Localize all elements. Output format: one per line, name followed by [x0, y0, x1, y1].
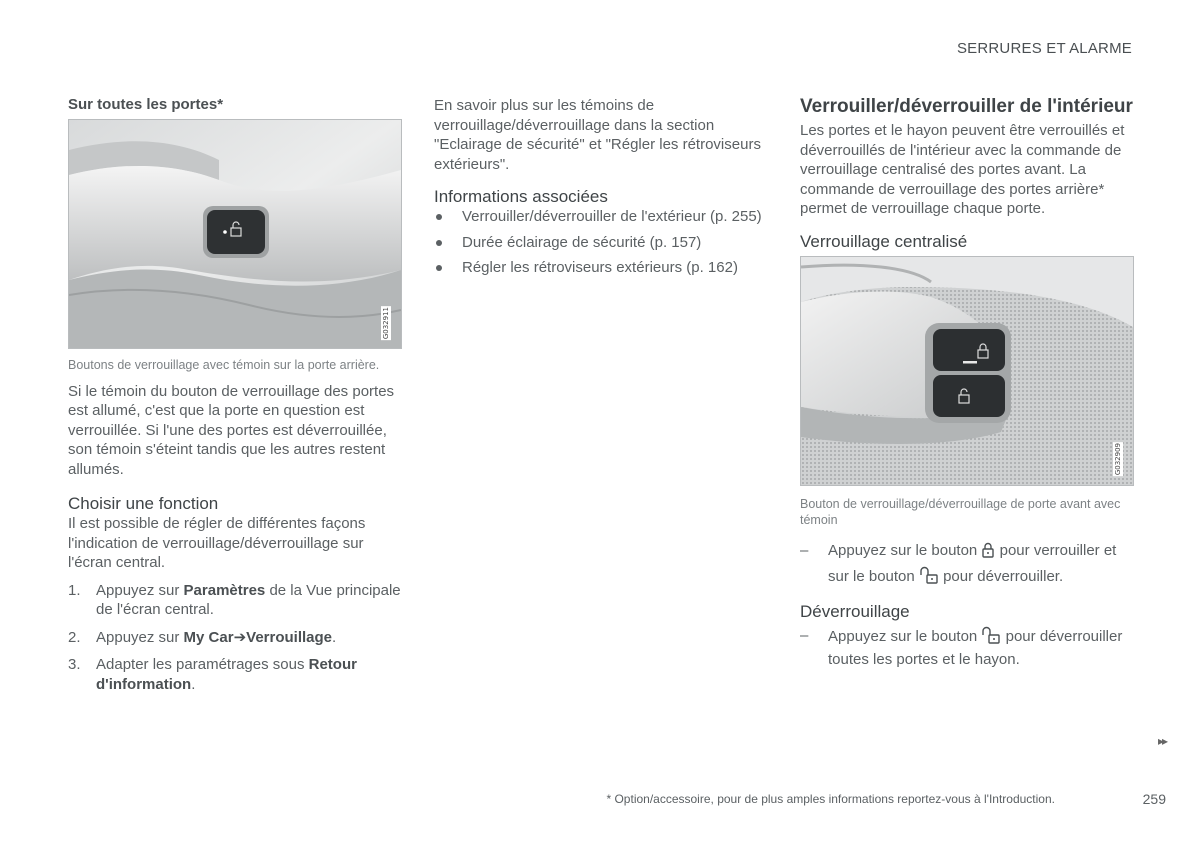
- list-item: [68, 581, 402, 620]
- step-number: 1.: [68, 581, 81, 599]
- step-text: pour verrouiller et sur le bouton: [828, 541, 1117, 585]
- step-text: Appuyez sur: [96, 628, 184, 646]
- column-3: [800, 96, 1134, 670]
- link-text[interactable]: Régler les rétroviseurs extérieurs (p. 162): [462, 259, 738, 276]
- bullet-icon: [436, 214, 442, 220]
- heading-related-info: Informations associées: [434, 187, 608, 206]
- unlock-icon: [981, 626, 1001, 650]
- step-text: .: [332, 628, 337, 646]
- step-number: 3.: [68, 656, 81, 673]
- step-number: 2.: [68, 628, 81, 646]
- step-text: Adapter les paramétrages sous: [96, 656, 309, 673]
- paragraph-lock-inside: Les portes et le hayon peuvent être verrouillés et déverrouillés de l'intérieur avec la commande de verrouillage centralisé des portes avant. La commande de verrouillage des portes arrière* permet de verrouillage chaque porte.: [800, 122, 1125, 217]
- figure-front-door-button: [800, 256, 1134, 486]
- step-text: de la Vue principale de l'écran central.: [96, 581, 401, 618]
- dash-marker: –: [800, 541, 809, 559]
- related-link[interactable]: [434, 233, 764, 253]
- figure-caption: Boutons de verrouillage avec témoin sur la porte arrière.: [68, 358, 380, 372]
- menu-parametres: Paramètres: [183, 581, 266, 599]
- subheading-central-locking: Verrouillage centralisé: [800, 231, 968, 251]
- link-text[interactable]: Durée éclairage de sécurité (p. 157): [462, 233, 702, 251]
- section-title: SERRURES ET ALARME: [956, 40, 1132, 57]
- list-item: [800, 626, 1134, 670]
- step-text: pour déverrouiller toutes les portes et le hayon.: [828, 627, 1123, 668]
- related-link[interactable]: [434, 207, 764, 227]
- bullet-icon: [436, 265, 442, 271]
- column-2: [434, 96, 764, 284]
- list-item: [800, 539, 1134, 591]
- unlock-steps: [800, 626, 1134, 670]
- step-text: .: [191, 675, 196, 693]
- lock-icon: [981, 542, 995, 565]
- step-text: Appuyez sur le bouton: [828, 627, 978, 645]
- footer-note: * Option/accessoire, pour de plus amples informations reportez-vous à l'Introduction.: [606, 792, 1055, 806]
- paragraph-choose-function: Il est possible de régler de différentes façons l'indication de verrouillage/déverrouillage sur l'écran central.: [68, 515, 366, 571]
- link-text[interactable]: Verrouiller/déverrouiller de l'extérieur (p. 255): [462, 208, 762, 225]
- figure-code: G032911: [382, 306, 390, 339]
- arrow-icon: ➔: [233, 628, 247, 646]
- dash-marker: –: [800, 626, 809, 644]
- subheading-choose-function: Choisir une fonction: [68, 494, 219, 513]
- related-link[interactable]: [434, 258, 764, 278]
- page-number: 259: [1142, 791, 1166, 807]
- figure-caption: Bouton de verrouillage/déverrouillage de porte avant avec témoin: [800, 496, 1121, 527]
- related-links: [434, 207, 764, 278]
- menu-my-car: My Car: [183, 628, 234, 646]
- front-door-illustration: [801, 257, 1133, 485]
- menu-retour-information: Retour d'information: [96, 656, 357, 693]
- step-text: Appuyez sur le bouton: [828, 541, 978, 559]
- list-item: [68, 655, 402, 694]
- steps-list: [68, 581, 402, 695]
- column-1: [68, 96, 402, 702]
- heading-lock-from-inside: Verrouiller/déverrouiller de l'intérieur: [800, 96, 1133, 117]
- step-text: Appuyez sur: [96, 581, 184, 599]
- continue-marker: ▸▸: [1157, 734, 1166, 748]
- subheading-unlocking: Déverrouillage: [800, 601, 910, 621]
- unlock-icon: [919, 566, 939, 591]
- menu-verrouillage: Verrouillage: [246, 628, 333, 646]
- step-text: pour déverrouiller.: [943, 567, 1064, 585]
- list-item: [68, 628, 402, 648]
- paragraph-more-info: En savoir plus sur les témoins de verrouillage/déverrouillage dans la section "Eclairage de sécurité" et "Régler les rétroviseurs extérieurs".: [434, 97, 761, 173]
- figure-code: G032909: [1114, 443, 1122, 476]
- rear-door-illustration: [69, 120, 401, 348]
- bullet-icon: [436, 240, 442, 246]
- figure-rear-door-buttons: [68, 119, 402, 349]
- paragraph-indicator: Si le témoin du bouton de verrouillage des portes est allumé, c'est que la porte en question est verrouillée. Si l'une des portes est déverrouillée, son témoin s'éteint tandis que les autres restent allumés.: [68, 382, 395, 478]
- heading-all-doors: Sur toutes les portes*: [68, 96, 224, 113]
- lock-steps: [800, 539, 1134, 591]
